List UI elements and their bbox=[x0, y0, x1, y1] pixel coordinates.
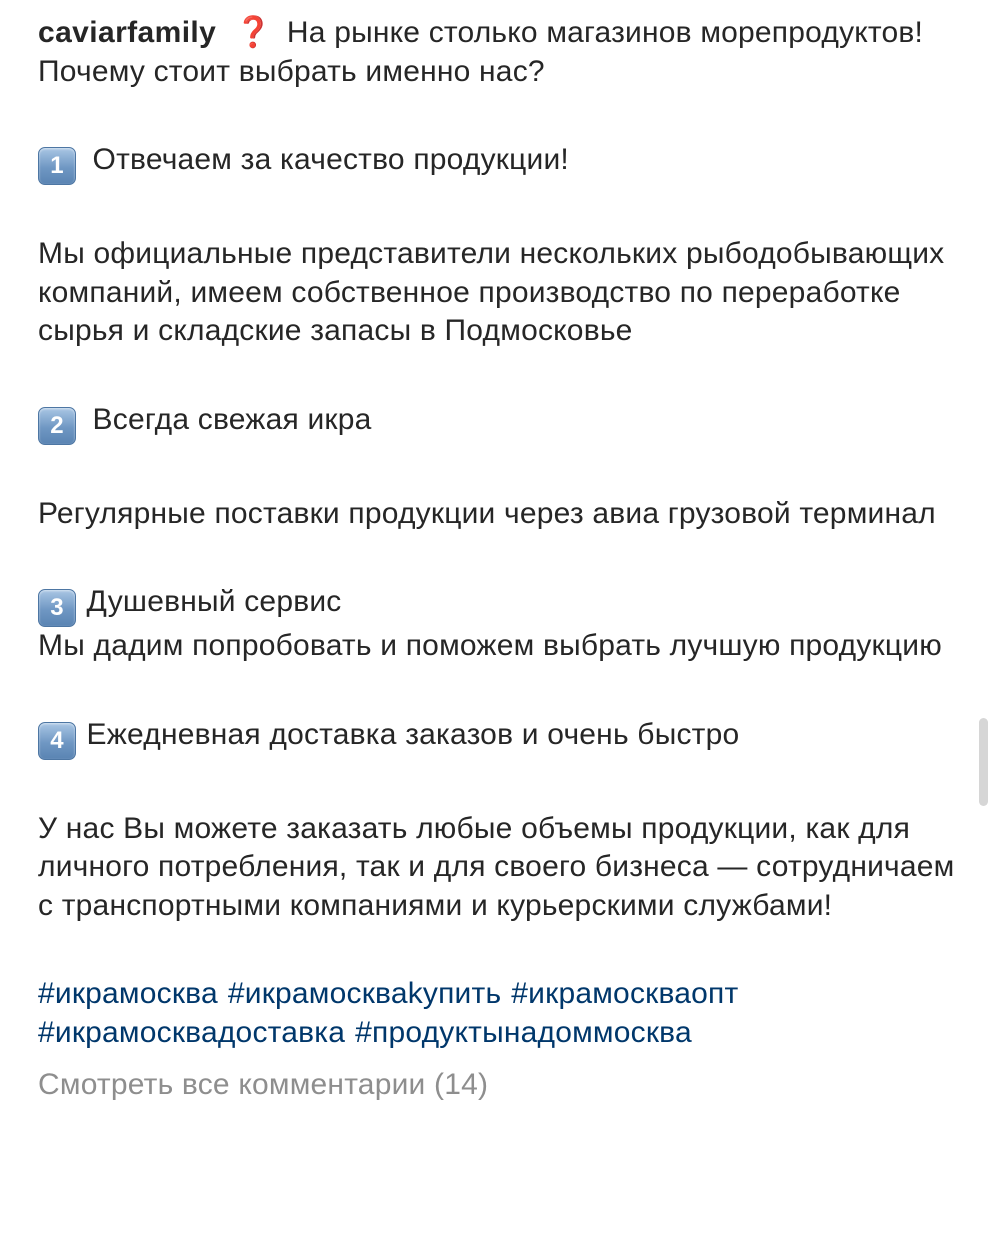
hashtag-link[interactable]: #икрамосква bbox=[38, 977, 218, 1010]
section-heading-text: Отвечаем за качество продукции! bbox=[92, 143, 569, 176]
hashtag-link[interactable]: #икрамоскваопт bbox=[511, 977, 739, 1010]
section-1-heading bbox=[38, 141, 968, 185]
section-1-body: Мы официальные представители нескольких рыбодобывающих компаний, имеем собственное производство по переработке сырья и складские запасы в Подмосковье bbox=[38, 237, 945, 347]
question-mark-icon: ❓ bbox=[234, 16, 273, 49]
section-heading-text: Всегда свежая икра bbox=[92, 402, 372, 436]
keycap-1-icon: 1 bbox=[38, 147, 76, 185]
section-3-heading bbox=[38, 583, 968, 627]
section-2-heading bbox=[38, 401, 968, 445]
section-3-body: Мы дадим попробовать и поможем выбрать лучшую продукцию bbox=[38, 629, 942, 662]
scrollbar-thumb[interactable] bbox=[979, 718, 988, 806]
hashtag-link[interactable]: #икрамосквадоставка bbox=[38, 1015, 346, 1049]
caption-intro bbox=[38, 14, 968, 91]
section-4-body: У нас Вы можете заказать любые объемы продукции, как для личного потребления, так и для своего бизнеса — сотрудничаем с транспортными компаниями и курьерскими службами! bbox=[38, 811, 955, 922]
hashtag-link[interactable]: #икрамоскваkупить bbox=[227, 977, 502, 1010]
section-2-body: Регулярные поставки продукции через авиа грузовой терминал bbox=[38, 496, 936, 530]
hashtag-link[interactable]: #продуктынадоммосква bbox=[355, 1015, 692, 1049]
post-caption bbox=[38, 14, 968, 1105]
section-heading-text: Душевный сервис bbox=[86, 585, 342, 618]
section-heading-text: Ежедневная доставка заказов и очень быстро bbox=[86, 717, 740, 751]
hashtag-list bbox=[38, 975, 968, 1052]
keycap-2-icon: 2 bbox=[38, 407, 76, 445]
keycap-4-icon: 4 bbox=[38, 722, 76, 760]
username-link[interactable]: caviarfamily bbox=[38, 16, 217, 49]
intro-text: На рынке столько магазинов морепродуктов! Почему стоит выбрать именно нас? bbox=[38, 16, 924, 88]
keycap-3-icon: 3 bbox=[38, 589, 76, 627]
view-all-comments-link[interactable]: Смотреть все комментарии (14) bbox=[38, 1068, 489, 1101]
section-4-heading bbox=[38, 716, 968, 760]
